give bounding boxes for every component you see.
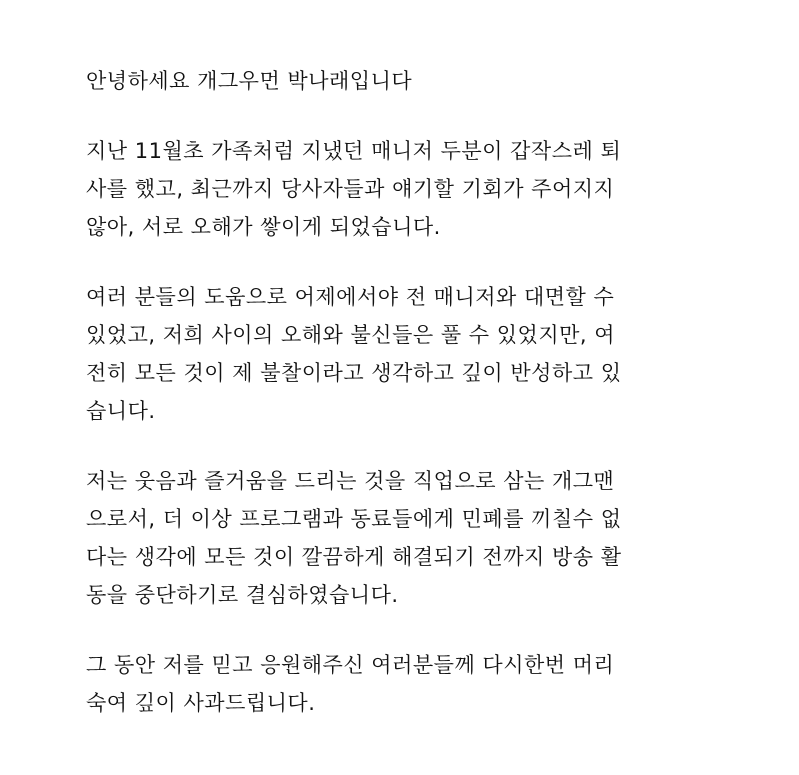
paragraph-line: 전히 모든 것이 제 불찰이라고 생각하고 깊이 반성하고 있 (86, 361, 622, 385)
paragraph-line: 숙여 깊이 사과드립니다. (86, 691, 316, 715)
apology-letter (86, 62, 726, 722)
paragraph-line: 않아, 서로 오해가 쌓이게 되었습니다. (86, 215, 441, 239)
paragraph-gap (86, 246, 726, 278)
paragraph-4 (86, 646, 726, 722)
paragraph-line: 으로서, 더 이상 프로그램과 동료들에게 민폐를 끼칠수 없 (86, 507, 622, 531)
paragraph-line: 그 동안 저를 믿고 응원해주신 여러분들께 다시한번 머리 (86, 653, 615, 677)
paragraph-line: 여러 분들의 도움으로 어제에서야 전 매니저와 대면할 수 (86, 285, 615, 309)
paragraph-line: 저는 웃음과 즐거움을 드리는 것을 직업으로 삼는 개그맨 (86, 469, 615, 493)
paragraph-2 (86, 278, 726, 430)
paragraph-line: 사를 했고, 최근까지 당사자들과 얘기할 기회가 주어지지 (86, 177, 615, 201)
paragraph-gap (86, 100, 726, 132)
paragraph-gap (86, 614, 726, 646)
paragraph-line: 습니다. (86, 399, 156, 423)
paragraph-line: 있었고, 저희 사이의 오해와 불신들은 풀 수 있었지만, 여 (86, 323, 616, 347)
paragraph-1 (86, 132, 726, 246)
paragraph-3 (86, 462, 726, 614)
paragraph-line: 지난 11월초 가족처럼 지냈던 매니저 두분이 갑작스레 퇴 (86, 139, 622, 163)
paragraph-gap (86, 430, 726, 462)
paragraph-line: 동을 중단하기로 결심하였습니다. (86, 583, 399, 607)
paragraph-line: 다는 생각에 모든 것이 깔끔하게 해결되기 전까지 방송 활 (86, 545, 622, 569)
greeting-line: 안녕하세요 개그우먼 박나래입니다 (86, 69, 413, 93)
